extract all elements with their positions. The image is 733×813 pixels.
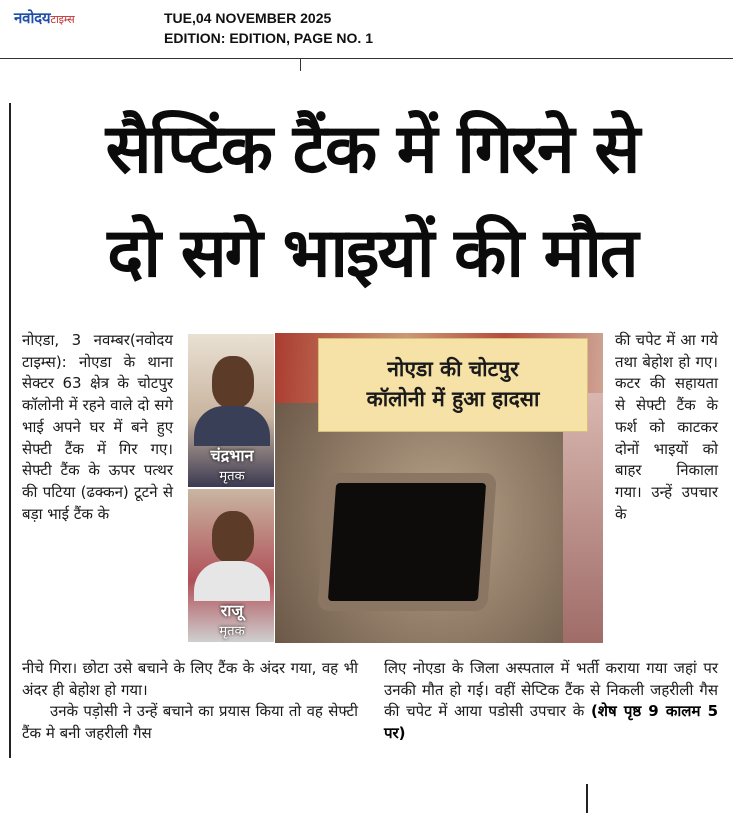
caption-line-2: कॉलोनी में हुआ हादसा bbox=[366, 387, 540, 411]
continued-note: (शेष पृष्ठ 9 कालम 5 पर) bbox=[384, 702, 719, 743]
logo-sub: टाइम्स bbox=[50, 13, 75, 26]
caption-line-1: नोएडा की चोटपुर bbox=[387, 357, 519, 381]
photo-caption bbox=[318, 338, 588, 432]
article-column-right: की चपेट में आ गये तथा बेहोश हो गए। कटर की सहायता से सेफ्टी टैंक के फर्श को काटकर दोनों भाइयों को बाहर निकाला गया। उन्हें उपचार के bbox=[615, 331, 718, 523]
victim-portrait-1 bbox=[187, 333, 275, 488]
previous-article-cut bbox=[0, 59, 733, 73]
newspaper-logo bbox=[14, 8, 74, 28]
article-bottom-right bbox=[384, 658, 718, 745]
victim-portrait-2 bbox=[187, 488, 275, 643]
paragraph-2: उनके पड़ोसी ने उन्हें बचाने का प्रयास किया तो वह सेफ्टी टैंक मे बनी जहरीली गैस bbox=[22, 702, 358, 743]
edition-info bbox=[164, 8, 373, 48]
paragraph-1-end: नीचे गिरा। छोटा उसे बचाने के लिए टैंक के अंदर गया, वह भी अंदर ही बेहोश हो गया। bbox=[22, 659, 358, 699]
victim-body bbox=[194, 561, 270, 601]
victim-name-2: राजू bbox=[220, 601, 244, 620]
next-article-cut bbox=[0, 772, 733, 813]
logo-text: नवोदय bbox=[14, 9, 51, 27]
headline bbox=[14, 98, 730, 306]
headline-line-2: दो सगे भाइयों की मौत bbox=[107, 214, 637, 293]
left-margin-rule bbox=[9, 103, 11, 758]
column-divider bbox=[586, 784, 588, 813]
victim-face bbox=[212, 511, 254, 563]
edition-line: EDITION: EDITION, PAGE NO. 1 bbox=[164, 30, 373, 46]
masthead-bar bbox=[0, 0, 733, 59]
victim-face bbox=[212, 356, 254, 408]
paragraph-right: लिए नोएडा के जिला अस्पताल में भर्ती कराया गया जहां पर उनकी मौत हो गई। वहीं सेप्टिक टैंक से निकली जहरीली गैस की चपेट में आया पडोसी उपचार के bbox=[384, 659, 718, 721]
victim-name-1: चंद्रभान bbox=[210, 446, 254, 465]
date-line: TUE,04 NOVEMBER 2025 bbox=[164, 10, 332, 26]
column-divider bbox=[300, 59, 301, 71]
victim-role-1: मृतक bbox=[219, 469, 245, 484]
headline-line-1: सैप्टिंक टैंक में गिरने से bbox=[105, 110, 639, 189]
victim-body bbox=[194, 406, 270, 446]
victim-role-2: मृतक bbox=[219, 624, 245, 639]
article-bottom-left bbox=[22, 658, 358, 745]
tank-grille bbox=[347, 483, 477, 505]
article-column-left: नोएडा, 3 नवम्बर(नवोदय टाइम्स): नोएडा के थाना सेक्टर 63 क्षेत्र के चोटपुर कॉलोनी में रहने वाले दो सगे भाई अपने घर में बने हुए सेफ्टी टैंक में गिर गए। सेफ्टी टैंक के ऊपर पत्थर की पटिया (ढक्कन) टूटने से बड़ा भाई टैंक के bbox=[22, 331, 173, 523]
